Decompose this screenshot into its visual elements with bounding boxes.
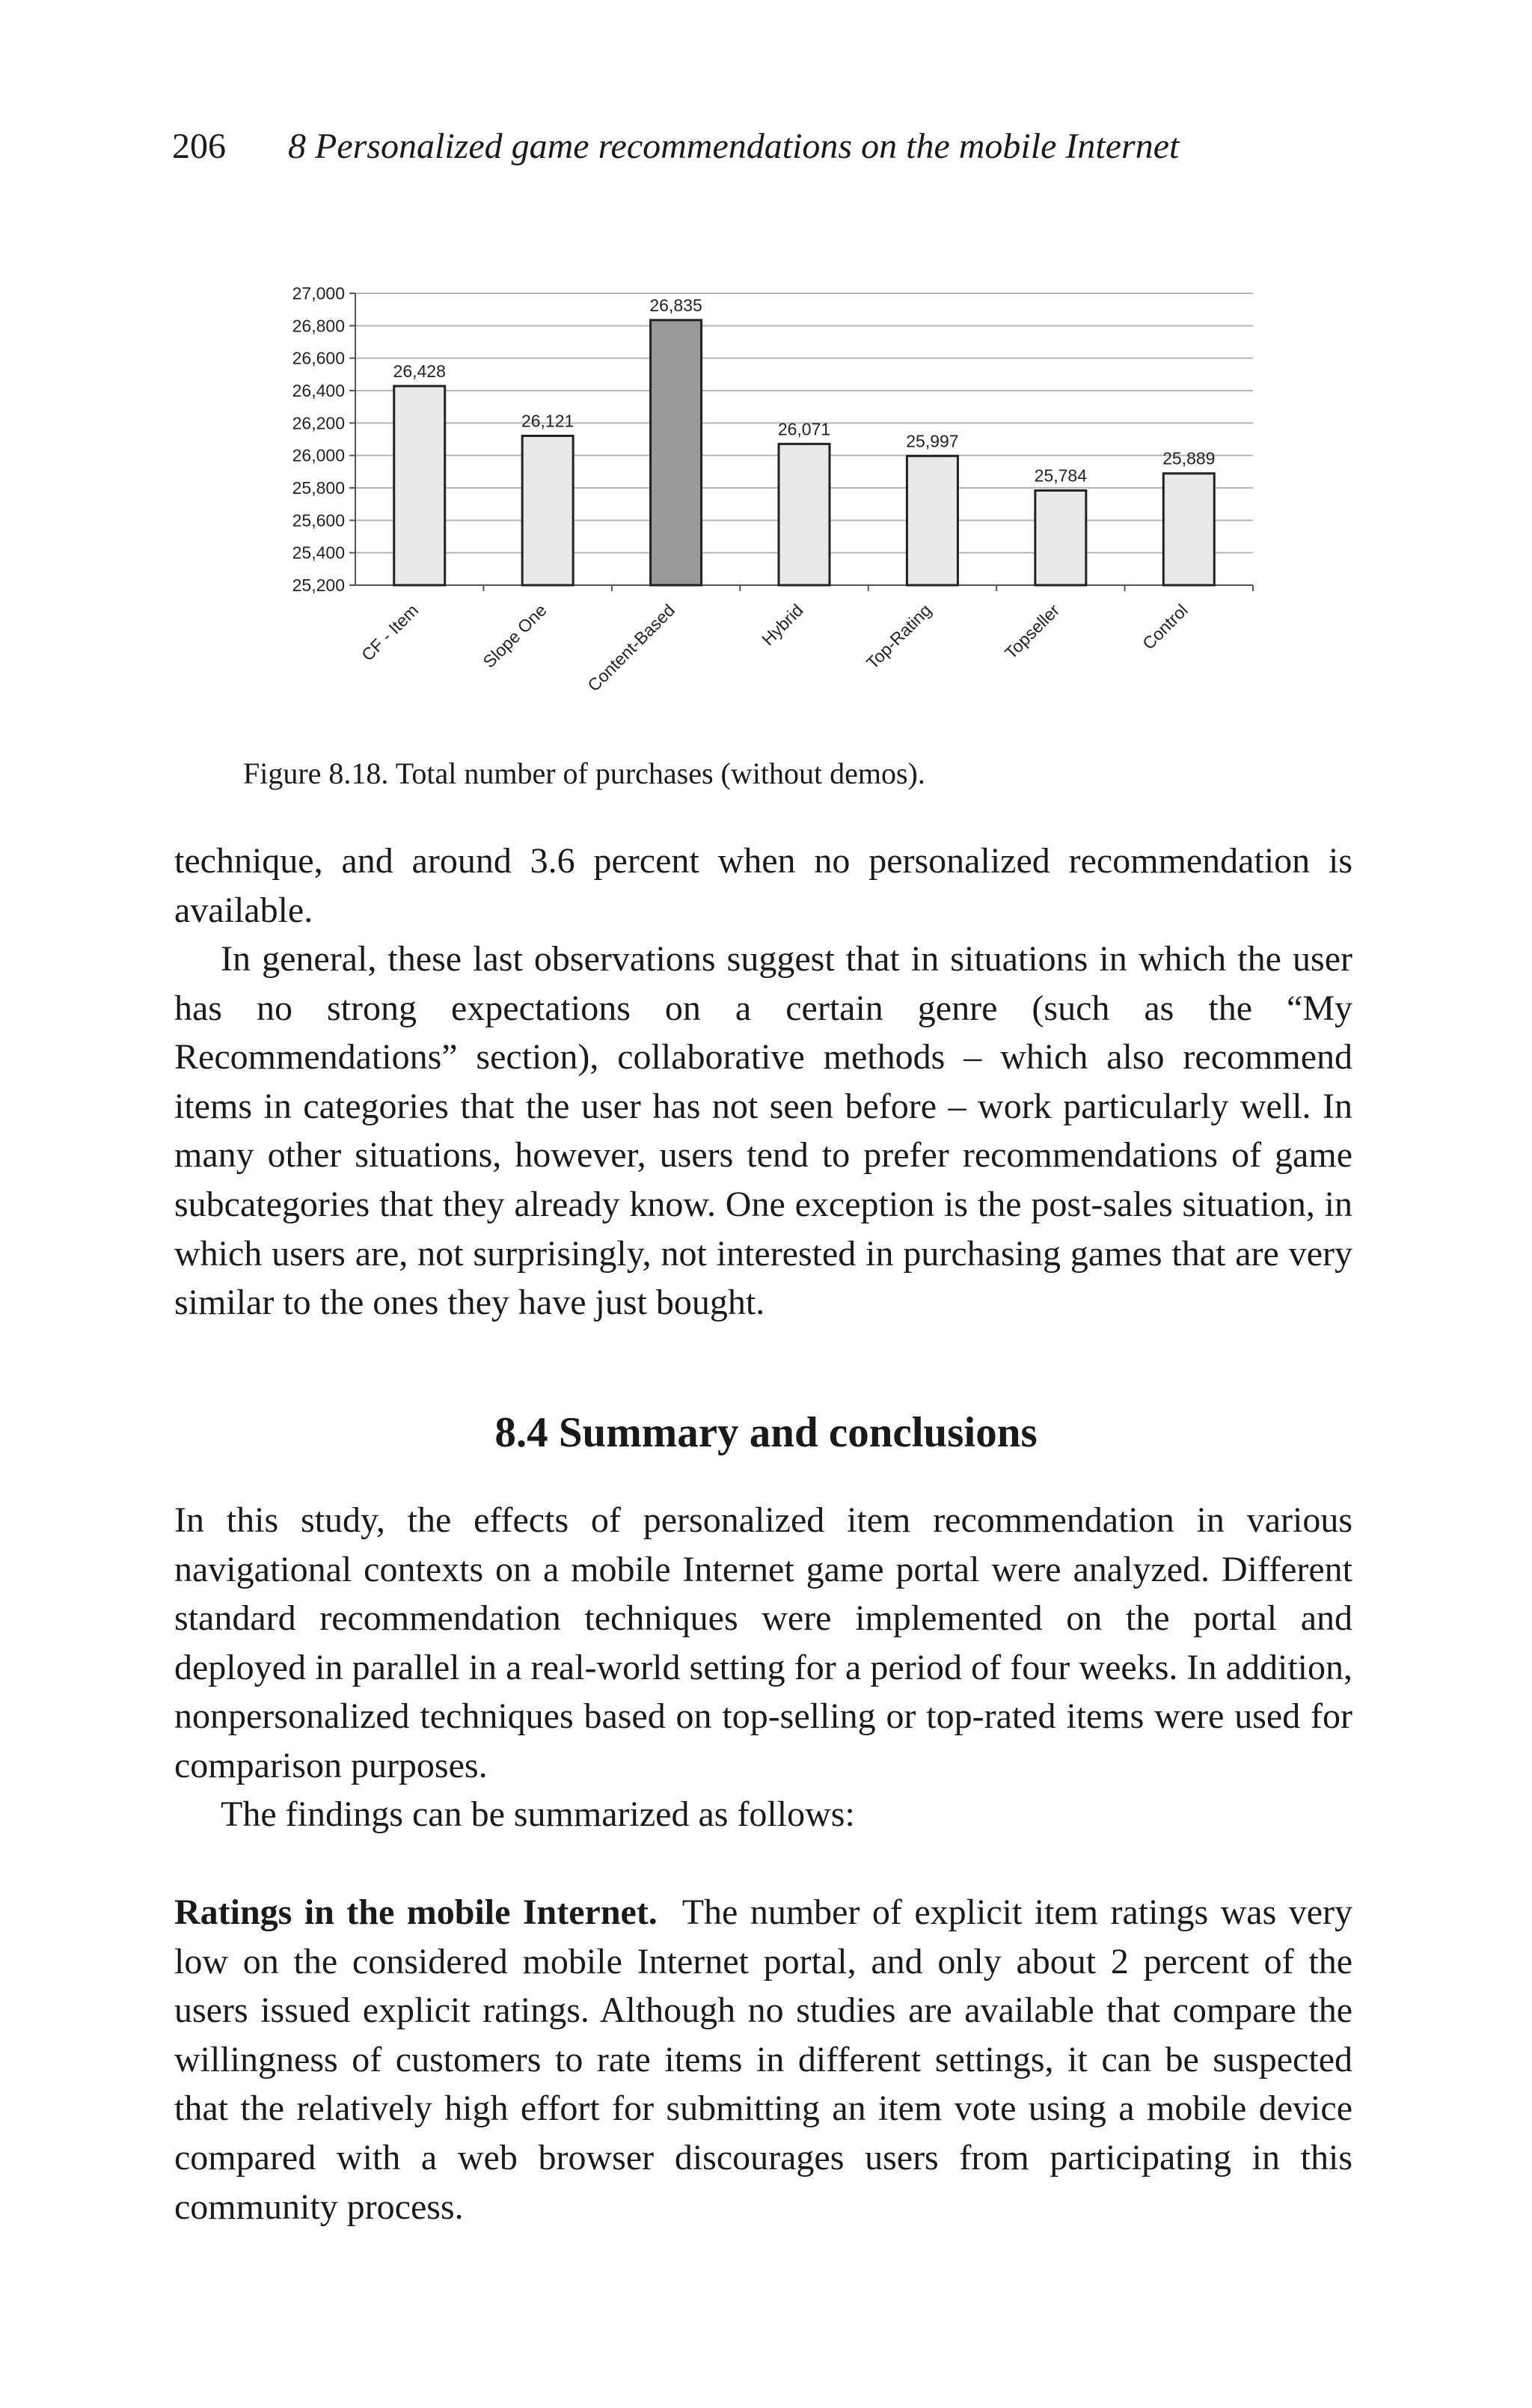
bar: [1163, 474, 1214, 585]
y-tick-label: 25,200: [292, 575, 345, 595]
bar-value-label: 25,784: [1034, 465, 1088, 486]
bar: [651, 320, 702, 585]
section-heading: 8.4 Summary and conclusions: [494, 1409, 1038, 1456]
y-tick-label: 26,800: [292, 316, 345, 336]
x-tick-label: Hybrid: [758, 600, 807, 650]
x-tick-label: Slope One: [479, 600, 551, 672]
bar: [779, 444, 830, 585]
paragraph-study-summary: In this study, the effects of personalized item recommendation in various navigational contexts on a mobile Internet game portal were analyzed. Different standard recommendation techniques were implemented on the portal and deployed in parallel in a real-world setting for a period of four weeks. In addition, nonpersonalized techniques based on top-selling or top-rated items were used for comparison purposes.: [174, 1500, 1352, 1785]
x-tick-label: Content-Based: [583, 600, 679, 696]
y-tick-label: 26,600: [292, 348, 345, 368]
bar-value-label: 26,071: [777, 419, 831, 439]
x-tick-label: Top-Rating: [862, 600, 935, 673]
x-tick-label: CF - Item: [358, 600, 423, 665]
bar: [1035, 490, 1086, 585]
bar-value-label: 25,997: [906, 431, 959, 451]
figure-caption: Figure 8.18. Total number of purchases (without demos).: [243, 757, 925, 790]
y-tick-label: 25,600: [292, 510, 345, 531]
bar: [907, 456, 958, 585]
y-tick-label: 26,400: [292, 381, 345, 400]
y-tick-label: 26,000: [292, 445, 345, 465]
paragraph-ratings-text: The number of explicit item ratings was very low on the considered mobile Internet portal, and only about 2 percent of the users issued explicit ratings. Although no studies are available that compare the willingness of customers to rate items in different settings, it can be suspected that the relatively high effort for submitting an item vote using a mobile device compared with a web browser discourages users from participating in this community process.: [174, 1892, 1353, 2227]
page-number: 206: [172, 126, 226, 166]
bar-value-label: 25,889: [1162, 448, 1216, 468]
running-title: 8 Personalized game recommendations on the mobile Internet: [288, 126, 1180, 166]
paragraph-run-in-title: Ratings in the mobile Internet.: [174, 1892, 658, 1932]
y-tick-label: 25,800: [292, 478, 345, 498]
paragraph-general-observations: In general, these last observations suggest that in situations in which the user has no strong expectations on a certain genre (such as the “My Recommendations” section), collaborative methods – which also recommend items in categories that the user has not seen before – work particularly well. In many other situations, however, users tend to prefer recommendations of game subcategories that they already know. One exception is the post-sales situation, in which users are, not surprisingly, not interested in purchasing games that are very similar to the ones they have just bought.: [174, 939, 1352, 1323]
bar-value-label: 26,121: [521, 411, 574, 431]
bar: [522, 436, 573, 585]
x-tick-label: Control: [1139, 600, 1192, 653]
y-tick-label: 25,400: [292, 543, 345, 563]
paragraph-ratings-mobile: [174, 1888, 1352, 2231]
bar-value-label: 26,835: [649, 295, 702, 315]
paragraph-continuation: technique, and around 3.6 percent when no personalized recommendation is available.: [174, 841, 1352, 930]
paragraph-findings-intro: The findings can be summarized as follows:: [221, 1794, 855, 1834]
bar-value-label: 26,428: [393, 361, 446, 381]
x-tick-label: Topseller: [1000, 600, 1064, 663]
bar: [394, 386, 445, 585]
y-tick-label: 26,200: [292, 413, 345, 433]
purchases-bar-chart: [254, 269, 1279, 733]
y-tick-label: 27,000: [292, 284, 345, 303]
